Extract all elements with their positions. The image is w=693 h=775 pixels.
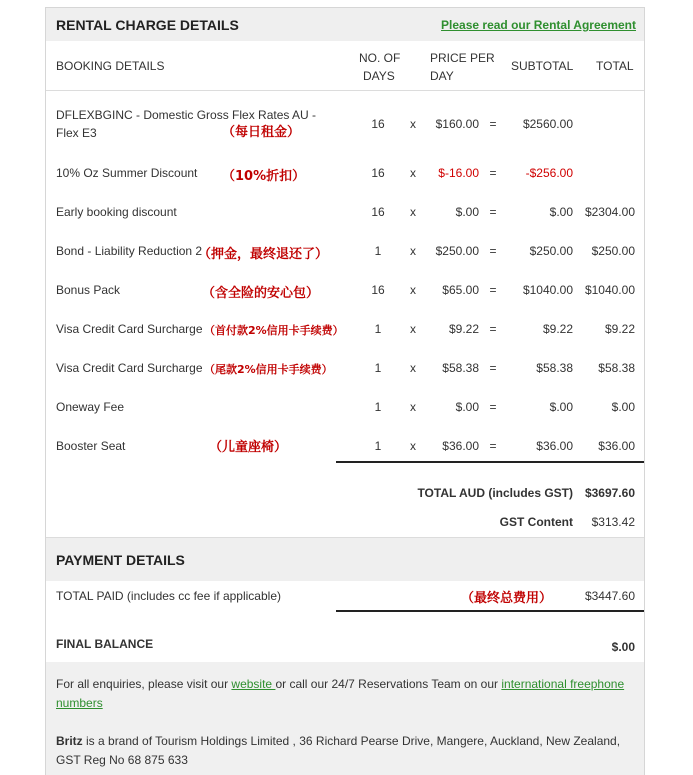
enquiry-text-part2: or call our 24/7 Reservations Team on our — [275, 677, 502, 691]
charge-price: $-16.00 — [438, 166, 479, 180]
rental-section-title: RENTAL CHARGE DETAILS — [56, 17, 239, 33]
charge-subtotal: $9.22 — [542, 322, 573, 336]
times-sign: x — [410, 166, 416, 180]
charge-subtotal: $58.38 — [536, 361, 573, 375]
rental-statement — [45, 7, 645, 775]
charge-days: 1 — [374, 322, 382, 336]
charge-row — [46, 322, 644, 342]
header-booking-details: BOOKING DETAILS — [56, 59, 165, 73]
charge-days: 16 — [371, 166, 385, 180]
equals-sign: = — [489, 205, 497, 219]
freephone-link[interactable]: international freephone — [501, 677, 625, 691]
equals-sign: = — [489, 439, 497, 453]
total-paid-value: $3447.60 — [584, 589, 635, 603]
final-balance-label: FINAL BALANCE — [56, 637, 154, 651]
charge-annotation: （含全险的安心包） — [202, 286, 320, 301]
total-aud-value: $3697.60 — [584, 486, 635, 500]
header-price-line2: DAY — [430, 69, 454, 83]
charge-description: Bonus Pack — [56, 283, 121, 297]
charge-days: 16 — [371, 205, 385, 219]
charge-annotation: （押金，最终退还了） — [198, 247, 329, 262]
charge-annotation: （尾款2%信用卡手续费） — [204, 363, 333, 376]
equals-sign: = — [489, 166, 497, 180]
charge-annotation: （每日租金） — [222, 125, 301, 140]
total-aud-label: TOTAL AUD (includes GST) — [417, 486, 573, 500]
equals-sign: = — [489, 283, 497, 297]
charge-price: $65.00 — [442, 283, 479, 297]
times-sign: x — [410, 244, 416, 258]
equals-sign: = — [489, 244, 497, 258]
charge-days: 16 — [371, 283, 385, 297]
charge-subtotal: $250.00 — [529, 244, 573, 258]
brand-name: Britz — [56, 734, 83, 748]
gst-label: GST Content — [499, 515, 573, 529]
charge-days: 1 — [374, 400, 382, 414]
charge-total: $58.38 — [598, 361, 635, 375]
charge-price: $36.00 — [442, 439, 479, 453]
charge-description: 10% Oz Summer Discount — [56, 166, 198, 180]
charge-subtotal: $36.00 — [536, 439, 573, 453]
final-balance-value: $.00 — [611, 640, 635, 654]
charge-row — [46, 400, 644, 420]
charge-subtotal: $.00 — [549, 205, 573, 219]
charge-price: $.00 — [455, 400, 479, 414]
charge-annotation: （10%折扣） — [222, 169, 306, 184]
charge-total: $36.00 — [598, 439, 635, 453]
brand-address: is a brand of Tourism Holdings Limited , 36 Richard Pearse Drive, Mangere, Auckland, New Zealand, — [82, 734, 621, 748]
charge-price: $160.00 — [435, 117, 479, 131]
times-sign: x — [410, 117, 416, 131]
total-paid-annotation: （最终总费用） — [461, 591, 553, 606]
charge-subtotal: $.00 — [549, 400, 573, 414]
charge-days: 1 — [374, 244, 382, 258]
equals-sign: = — [489, 322, 497, 336]
charge-subtotal: $2560.00 — [522, 117, 573, 131]
charge-total: $250.00 — [591, 244, 635, 258]
footer — [46, 662, 644, 775]
equals-sign: = — [489, 117, 497, 131]
total-paid-label: TOTAL PAID (includes cc fee if applicable) — [56, 589, 281, 603]
times-sign: x — [410, 283, 416, 297]
charge-row — [46, 166, 644, 186]
equals-sign: = — [489, 361, 497, 375]
gst-reg: GST Reg No 68 875 633 — [56, 753, 188, 767]
brand-text — [56, 732, 646, 770]
gst-value: $313.42 — [591, 515, 635, 529]
charge-subtotal: -$256.00 — [525, 166, 573, 180]
charge-total: $.00 — [611, 400, 635, 414]
charge-description: Early booking discount — [56, 205, 177, 219]
charge-description: Visa Credit Card Surcharge — [56, 322, 203, 336]
charge-days: 16 — [371, 117, 385, 131]
charge-price: $.00 — [455, 205, 479, 219]
times-sign: x — [410, 439, 416, 453]
charge-description-line2: Flex E3 — [56, 126, 97, 140]
charge-description: Booster Seat — [56, 439, 126, 453]
header-price-line1: PRICE PER — [430, 51, 495, 65]
charge-row — [46, 283, 644, 303]
payment-section-title: PAYMENT DETAILS — [56, 552, 185, 568]
charge-days: 1 — [374, 361, 382, 375]
times-sign: x — [410, 322, 416, 336]
paid-rule — [336, 610, 644, 612]
header-days-line2: DAYS — [363, 69, 395, 83]
times-sign: x — [410, 205, 416, 219]
payment-section-header — [46, 537, 644, 581]
header-total: TOTAL — [596, 59, 634, 73]
charge-subtotal: $1040.00 — [522, 283, 573, 297]
enquiry-text-part1: For all enquiries, please visit our — [56, 677, 232, 691]
freephone-link-line2[interactable]: numbers — [56, 696, 103, 710]
times-sign: x — [410, 361, 416, 375]
charge-row — [46, 108, 644, 144]
rental-agreement-link[interactable]: Please read our Rental Agreement — [441, 18, 636, 32]
charge-annotation: （儿童座椅） — [209, 440, 288, 455]
header-divider — [46, 90, 644, 91]
total-rule — [336, 461, 644, 463]
charge-price: $9.22 — [448, 322, 479, 336]
charge-row — [46, 361, 644, 381]
charge-description: Bond - Liability Reduction 2 — [56, 244, 203, 258]
header-subtotal: SUBTOTAL — [511, 59, 574, 73]
charge-price: $250.00 — [435, 244, 479, 258]
charge-price: $58.38 — [442, 361, 479, 375]
charge-days: 1 — [374, 439, 382, 453]
website-link[interactable]: website — [231, 677, 276, 691]
charge-total: $1040.00 — [584, 283, 635, 297]
rental-section-header — [46, 8, 644, 41]
header-days-line1: NO. OF — [359, 51, 401, 65]
charge-row — [46, 205, 644, 225]
charge-description: DFLEXBGINC - Domestic Gross Flex Rates AU - — [56, 108, 317, 122]
charge-row — [46, 439, 644, 459]
charge-description: Visa Credit Card Surcharge — [56, 361, 203, 375]
enquiry-text — [56, 675, 646, 713]
charge-description: Oneway Fee — [56, 400, 125, 414]
charge-total: $9.22 — [604, 322, 635, 336]
times-sign: x — [410, 400, 416, 414]
equals-sign: = — [489, 400, 497, 414]
charge-total: $2304.00 — [584, 205, 635, 219]
charge-row — [46, 244, 644, 264]
charge-annotation: （首付款2%信用卡手续费） — [204, 324, 344, 337]
